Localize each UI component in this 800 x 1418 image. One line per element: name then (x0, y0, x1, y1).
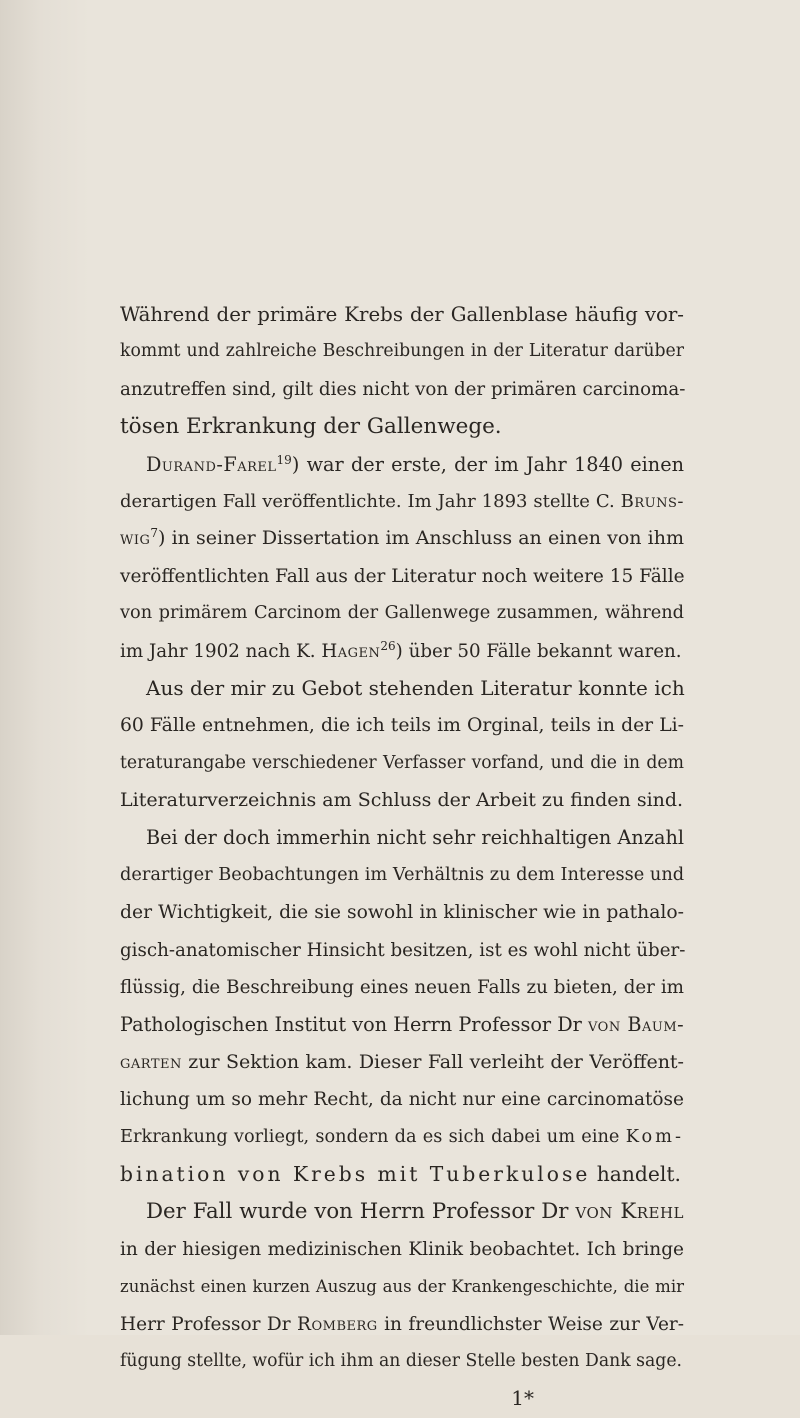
paragraph-3 (120, 670, 684, 820)
text-line: Bei der doch immerhin nicht sehr reichhaltigen Anzahl (146, 826, 684, 850)
text-span: handelt. (596, 1161, 681, 1186)
paragraph-5 (120, 1193, 684, 1380)
text-line: tösen Erkrankung der Gallenwege. (120, 414, 502, 440)
text-line: Aus der mir zu Gebot stehenden Literatur konnte ich (146, 675, 685, 700)
author-name: wig (120, 527, 151, 550)
text-line: zunächst einen kurzen Auszug aus der Krankengeschichte, die mir (120, 1277, 684, 1297)
text-line: Während der primäre Krebs der Gallenblase häufig vor- (120, 303, 684, 326)
text-line (120, 1119, 684, 1156)
text-span: Pathologischen Institut von Herrn Professor Dr (120, 1013, 582, 1037)
text-span: derartigen Fall veröffentlichte. Im Jahr 1893 stellte C. (120, 490, 615, 512)
author-name: Hagen (321, 640, 381, 662)
text-line (120, 1306, 684, 1343)
text-line: fügung stellte, wofür ich ihm an dieser Stelle besten Dank sage. (120, 1350, 683, 1371)
text-line (120, 1044, 684, 1081)
text-line: derartiger Beobachtungen im Verhältnis zu dem Interesse und (120, 864, 685, 885)
reference-number: 7 (150, 526, 159, 541)
author-name: garten (120, 1050, 182, 1073)
text-line: anzutreffen sind, gilt dies nicht von der primären carcinoma- (120, 378, 686, 400)
text-line (120, 1193, 684, 1230)
text-line: in der hiesigen medizinischen Klinik beobachtet. Ich bringe (120, 1238, 684, 1260)
text-span: in freundlichster Weise zur Ver- (384, 1313, 684, 1335)
text-span: in seiner Dissertation im Anschluss an einen von ihm (171, 527, 685, 550)
text-line: kommt und zahlreiche Beschreibungen in der Literatur darüber (120, 341, 684, 362)
text-span: Erkrankung vorliegt, sondern da es sich dabei um eine (120, 1126, 620, 1147)
text-line: Durand-Farel$^{19}$) war der erste, der im Jahr 1840 einen (146, 452, 684, 476)
text-line: gisch-anatomischer Hinsicht besitzen, ist es wohl nicht über- (120, 939, 686, 961)
text-line: flüssig, die Beschreibung eines neuen Falls zu bieten, der im (120, 977, 684, 999)
text-line (120, 483, 684, 520)
reference-number: 26 (380, 638, 396, 653)
author-name: Romberg (297, 1313, 378, 1335)
reference-number: 19 (276, 452, 292, 467)
text-line: veröffentlichten Fall aus der Literatur noch weitere 15 Fälle (120, 565, 685, 587)
text-line: lichung um so mehr Recht, da nicht nur eine carcinomatöse (120, 1089, 684, 1111)
text-line (120, 1156, 684, 1193)
paragraph-1 (120, 296, 684, 446)
author-name: von Krehl (575, 1199, 684, 1225)
author-name: von Baum- (588, 1013, 685, 1037)
author-name: Durand-Farel (146, 452, 277, 476)
text-line: im Jahr 1902 nach K. Hagen$^{26}$) über 50 Fälle bekannt waren. (120, 638, 682, 662)
text-line: von primärem Carcinom der Gallenwege zusammen, während (120, 603, 684, 624)
text-line: der Wichtigkeit, die sie sowohl in klinischer wie in pathalo- (120, 902, 684, 924)
signature-mark: 1* (511, 1386, 534, 1411)
spaced-emphasis: Kom- (625, 1126, 684, 1147)
text-line (120, 1006, 684, 1043)
text-span: Der Fall wurde von Herrn Professor Dr (146, 1199, 569, 1225)
text-line: wig$^7$) in seiner Dissertation im Anschluss an einen von ihm (120, 526, 685, 550)
author-name: Bruns- (620, 490, 684, 512)
spaced-emphasis: bination von Krebs mit Tuberkulose (120, 1161, 591, 1186)
paragraph-4 (120, 819, 684, 1193)
text-span: zur Sektion kam. Dieser Fall verleiht der Veröffent- (188, 1050, 684, 1073)
text-line: 60 Fälle entnehmen, die ich teils im Orginal, teils in der Li- (120, 715, 684, 737)
text-span: über 50 Fälle bekannt waren. (408, 640, 682, 662)
paragraph-2 (120, 446, 684, 670)
text-span: war der erste, der im Jahr 1840 einen (306, 452, 684, 476)
text-line: teraturangabe verschiedener Verfasser vorfand, und die in dem (120, 752, 684, 773)
body-text (120, 296, 684, 1418)
text-span: im Jahr 1902 nach K. (120, 640, 316, 662)
text-span: Herr Professor Dr (120, 1313, 291, 1335)
text-line: Literaturverzeichnis am Schluss der Arbeit zu finden sind. (120, 789, 684, 812)
